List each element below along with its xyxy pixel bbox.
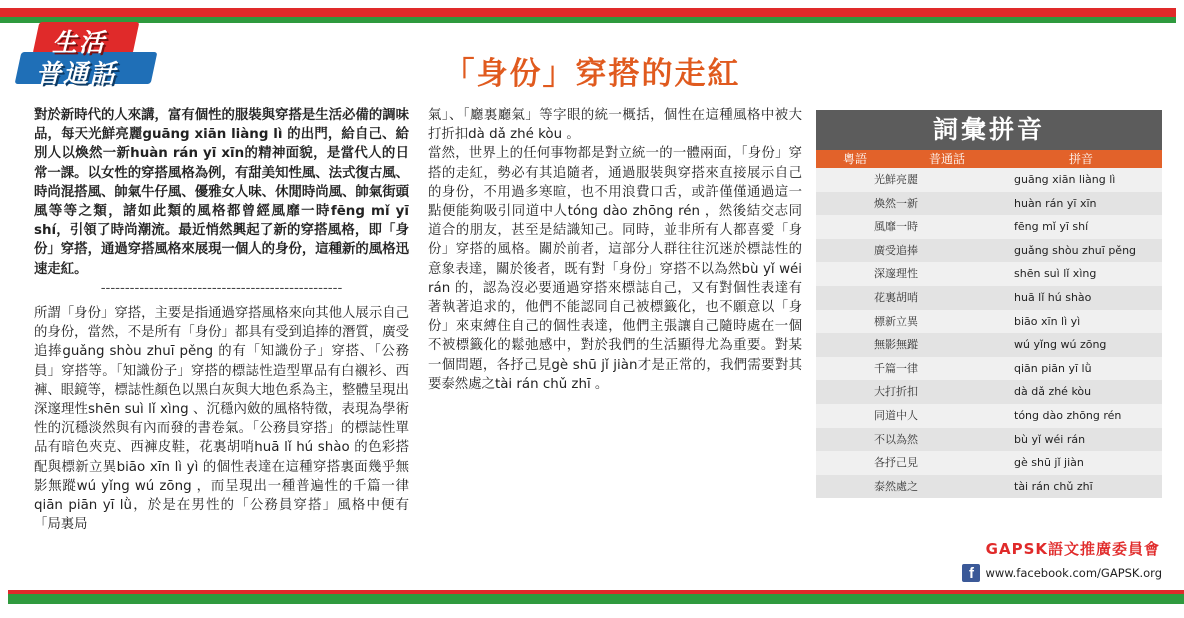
vocab-pinyin: wú yǐng wú zōng [1014,338,1107,352]
vocab-word: 千篇一律 [874,361,918,375]
bottom-green-stripe [8,594,1184,604]
vocab-word: 標新立異 [874,314,918,328]
vocab-pinyin: tóng dào zhōng rén [1014,408,1122,422]
vocab-word: 泰然處之 [874,479,918,493]
vocab-word: 花裏胡哨 [874,290,918,304]
vocab-row [816,262,1162,286]
vocab-pinyin: tài rán chǔ zhī [1014,479,1093,493]
vocab-row [816,404,1162,428]
vocab-pinyin: qiān piān yī lǜ [1014,361,1092,375]
article-column-2 [428,106,802,394]
article-intro: 對於新時代的人來講，富有個性的服裝與穿搭是生活必備的調味品，每天光鮮亮麗guāng xiān liàng lì 的出門，給自己、給別人以煥然一新huàn rán yī xīn的精神面貌，是當代人的日常一課。以女性的穿搭風格為例，有甜美知性風、法式復古風、時尚混搭風、帥氣牛仔風、優雅女人味、休閒時尚風、帥氣街頭風等等之類，諸如此類的風格都曾經風靡一時fēng mǐ yī shí，引領了時尚潮流。最近悄然興起了新的穿搭風格，即「身份」穿搭，通過穿搭風格來展現一個人的身份，這種新的風格迅速走紅。 [34,108,409,277]
vocab-pinyin: gè shū jǐ jiàn [1014,456,1084,470]
vocab-word: 風靡一時 [874,220,918,234]
facebook-icon: f [962,564,980,582]
vocab-pinyin: shēn suì lǐ xìng [1014,267,1097,281]
vocab-pinyin: huā lǐ hú shào [1014,290,1092,304]
vocab-table [816,110,1162,498]
facebook-link[interactable] [962,564,1162,582]
vocab-pinyin: guāng xiān liàng lì [1014,173,1116,186]
article-title: 「身份」穿搭的走紅 [443,56,741,92]
vocab-row [816,286,1162,310]
vocab-word: 煥然一新 [874,196,918,210]
vocab-row [816,168,1162,192]
separator-line: -------------------------------------------------- [100,280,343,296]
vocab-row [816,239,1162,263]
vocab-word: 不以為然 [874,432,918,446]
vocab-word: 深邃理性 [874,267,918,281]
vocab-row [816,380,1162,404]
logo-line1: 生活 [52,28,107,57]
vocab-row [816,215,1162,239]
organization-name: GAPSK語文推廣委員會 [985,540,1160,558]
vocab-word: 各抒己見 [874,456,918,470]
vocab-pinyin: fēng mǐ yī shí [1014,220,1089,234]
vocab-row [816,475,1162,499]
vocab-word: 大打折扣 [874,385,918,399]
vocab-word: 光鮮亮麗 [874,173,918,186]
vocab-pinyin: guǎng shòu zhuī pěng [1014,243,1137,257]
article-column-1 [34,106,409,534]
vocab-word: 無影無蹤 [874,338,918,352]
vocab-row [816,333,1162,357]
logo-line2: 普通話 [36,59,118,88]
vocab-pinyin: huàn rán yī xīn [1014,196,1097,210]
vocab-rows [816,168,1162,498]
vocab-row [816,428,1162,452]
top-green-stripe [0,17,1176,23]
vocab-pinyin: biāo xīn lì yì [1014,314,1081,328]
vocab-col-cantonese: 粵語 [842,152,867,166]
article-paragraph-2: 氣」、「廳裏廳氣」等字眼的統一概括，個性在這種風格中被大打折扣dà dǎ zhé kòu 。 [428,108,802,143]
top-red-stripe [0,8,1176,17]
vocab-row [816,310,1162,334]
article-paragraph-3: 當然，世界上的任何事物都是對立統一的一體兩面，「身份」穿搭的走紅，勢必有其追隨者，通過服裝與穿搭來直接展示自己的身份，不用過多寒暄，也不用浪費口舌，或許僅僅通過這一點便能夠吸引同道中人tóng dào zhōng rén ，然後結交志同道合的朋友，甚至是結識知己。同時，並非所有人都喜愛「身份」穿搭的風格。關於前者，這部分人群往往沉迷於標誌性的意象表達，關於後者，既有對「身份」穿搭不以為然bù yǐ wéi rán 的，認為沒必要通過穿搭來標誌自己，又有對個性表達有著執著追求的，他們不能認同自己被標籤化，也不願意以「身份」來束縛住自己的個性表達，他們主張讓自己隨時處在一個不被標籤化的鬆弛感中，對於我們的生活顯得尤為重要。對某一個問題，各抒己見gè shū jǐ jiàn才是正常的，我們需要對其要泰然處之tài rán chǔ zhī 。 [428,146,802,392]
vocab-col-pinyin: 拼音 [1068,152,1093,166]
vocab-pinyin: bù yǐ wéi rán [1014,432,1086,446]
vocab-word: 廣受追捧 [874,243,918,257]
facebook-url[interactable]: www.facebook.com/GAPSK.org [985,566,1162,580]
vocab-col-putonghua: 普通話 [928,152,965,166]
vocab-row [816,192,1162,216]
vocab-heading: 詞彙拼音 [816,110,1162,150]
vocab-word: 同道中人 [874,408,918,422]
vocab-pinyin: dà dǎ zhé kòu [1014,385,1092,399]
vocab-row [816,357,1162,381]
vocab-row [816,451,1162,475]
vocab-column-headers [816,150,1162,168]
article-paragraph-1: 所謂「身份」穿搭，主要是指通過穿搭風格來向其他人展示自己的身份，當然，不是所有「身份」都具有受到追捧的潛質，廣受追捧guǎng shòu zhuī pěng 的有「知識份子」穿搭、「公務員」穿搭等。「知識份子」穿搭的標誌性造型單品有白襯衫、西褲、眼鏡等，標誌性顏色以黑白灰與大地色系為主，整體呈現出深邃理性shēn suì lǐ xìng 、沉穩內斂的風格特徵，表現為學術性的沉穩淡然與有內而發的書卷氣。「公務員穿搭」的標誌性單品有暗色夾克、西褲皮鞋，花裏胡哨huā lǐ hú shào 的色彩搭配與標新立異biāo xīn lì yì 的個性表達在這種穿搭裏面幾乎無影無蹤wú yǐng wú zōng ，而呈現出一種普遍性的千篇一律qiān piān yī lǜ，於是在男性的「公務員穿搭」風格中便有「局裏局 [34,306,409,533]
